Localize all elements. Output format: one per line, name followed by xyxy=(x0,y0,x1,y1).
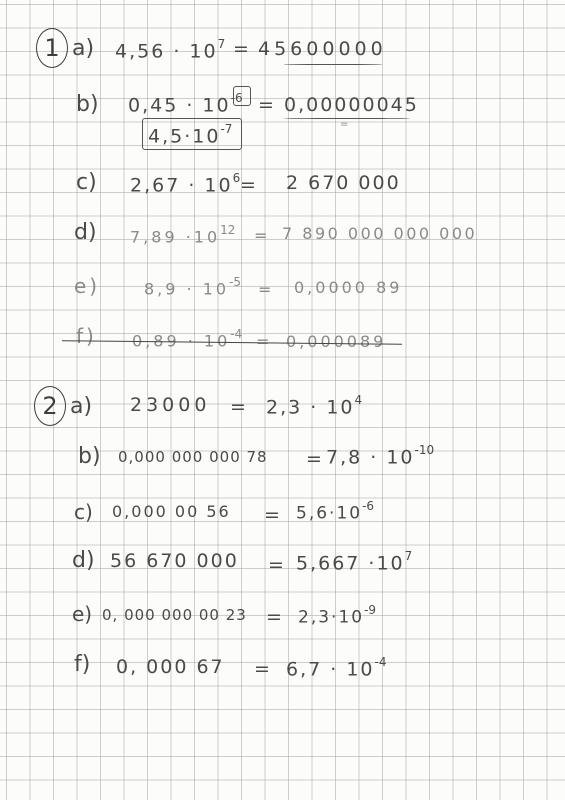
exercise-2-number xyxy=(34,386,66,426)
ex2-e-eq: = xyxy=(266,606,284,628)
ex2-a-rhs xyxy=(266,393,363,419)
ex1-a-lhs xyxy=(115,37,226,63)
ex1-d-lhs xyxy=(130,223,236,247)
ex1-b-boxed-base: 4,5·10 xyxy=(148,125,221,148)
ex1-d-eq: = xyxy=(254,226,271,245)
ex1-f-base: 0,89 · 10 xyxy=(132,331,231,351)
exercise-1-number-text: 1 xyxy=(44,34,60,62)
ex2-c-lhs: 0,000 00 56 xyxy=(112,502,231,521)
ex1-b-exp-box xyxy=(230,86,251,106)
ex1-f-exp: -4 xyxy=(230,327,243,341)
exercise-2-number-text: 2 xyxy=(42,392,58,420)
ex2-f-eq: = xyxy=(254,658,272,680)
ex2-a-exp: 4 xyxy=(354,393,363,407)
ex1-c-exp: 6 xyxy=(232,171,241,185)
ex1-b-mark: = xyxy=(340,119,352,130)
ex1-c-lhs xyxy=(130,171,241,197)
ex1-d-label: d) xyxy=(74,220,97,245)
ex1-f-lhs xyxy=(132,327,243,351)
ex1-b-exp: -6 xyxy=(230,91,243,105)
ex1-e-exp: -5 xyxy=(229,275,242,289)
ex1-a-rhs: 45600000 xyxy=(258,38,387,60)
ex1-f-eq: = xyxy=(256,332,273,351)
ex1-a-base: 4,56 · 10 xyxy=(115,40,218,63)
ex1-a-label: a) xyxy=(72,36,95,61)
ex2-f-label: f) xyxy=(74,652,91,677)
ex2-f-rhs xyxy=(286,655,387,681)
ex2-e-exp: -9 xyxy=(364,603,377,617)
ex2-c-exp: -6 xyxy=(362,499,375,513)
ex2-a-label: a) xyxy=(70,394,93,419)
ex1-f-rhs: 0,000089 xyxy=(286,332,387,351)
ex2-d-base: 5,667 ·10 xyxy=(296,552,405,575)
ex1-b-lhs xyxy=(128,91,243,117)
ex1-c-eq: = xyxy=(240,174,258,196)
ex1-a-eq: = xyxy=(233,38,251,60)
ex1-b-eq: = xyxy=(258,94,276,116)
ex2-f-lhs: 0, 000 67 xyxy=(116,656,225,678)
ex2-d-rhs xyxy=(296,549,413,575)
ex1-c-base: 2,67 · 10 xyxy=(130,174,233,197)
ex2-a-eq: = xyxy=(230,396,248,418)
ex2-d-label: d) xyxy=(72,548,95,573)
ex1-e-base: 8,9 · 10 xyxy=(144,279,230,299)
ex1-b-boxed xyxy=(148,122,233,148)
ex1-c-rhs: 2 670 000 xyxy=(286,172,401,194)
ex2-b-base: 7,8 · 10 xyxy=(326,446,415,469)
ex2-f-exp: -4 xyxy=(374,655,387,669)
ex1-d-exp: 12 xyxy=(220,223,236,237)
ex1-d-base: 7,89 ·10 xyxy=(130,227,221,247)
ex2-b-label: b) xyxy=(78,444,101,469)
ex1-b-boxed-exp: -7 xyxy=(220,122,233,136)
ex1-c-label: c) xyxy=(76,170,97,195)
ex2-f-base: 6,7 · 10 xyxy=(286,658,375,681)
ex2-b-exp: -10 xyxy=(414,443,435,457)
ex1-e-label: e) xyxy=(74,274,101,298)
ex1-a-underline xyxy=(284,64,382,65)
ex2-d-lhs: 56 670 000 xyxy=(110,550,239,572)
ex1-b-rhs: 0,00000045 xyxy=(284,94,419,116)
exercise-1-number xyxy=(36,28,68,68)
ex1-b-base: 0,45 · 10 xyxy=(128,94,231,117)
ex2-b-rhs xyxy=(326,443,435,469)
ex1-f-label: f) xyxy=(76,324,97,348)
ex2-d-eq: = xyxy=(268,554,286,576)
ex2-c-rhs xyxy=(296,499,375,524)
ex1-e-rhs: 0,0000 89 xyxy=(294,278,403,297)
ex1-a-exp: 7 xyxy=(217,37,226,51)
ex2-b-lhs: 0,000 000 000 78 xyxy=(118,448,268,466)
ex2-c-eq: = xyxy=(264,504,282,526)
ex2-a-lhs: 23000 xyxy=(130,394,211,416)
ex2-c-base: 5,6·10 xyxy=(296,503,363,524)
ex2-a-base: 2,3 · 10 xyxy=(266,396,355,419)
ex1-e-eq: = xyxy=(258,280,275,299)
ex2-e-rhs xyxy=(298,603,377,628)
ex2-e-base: 2,3·10 xyxy=(298,607,365,628)
ex1-e-lhs xyxy=(144,275,242,299)
ex2-e-lhs: 0, 000 000 00 23 xyxy=(102,606,247,624)
ex2-d-exp: 7 xyxy=(404,549,413,563)
ex2-c-label: c) xyxy=(74,500,93,524)
ex2-b-eq: = xyxy=(306,448,324,470)
ex2-e-label: e) xyxy=(72,602,93,626)
ex1-b-label: b) xyxy=(76,92,99,117)
ex1-d-rhs: 7 890 000 000 000 xyxy=(282,224,478,243)
